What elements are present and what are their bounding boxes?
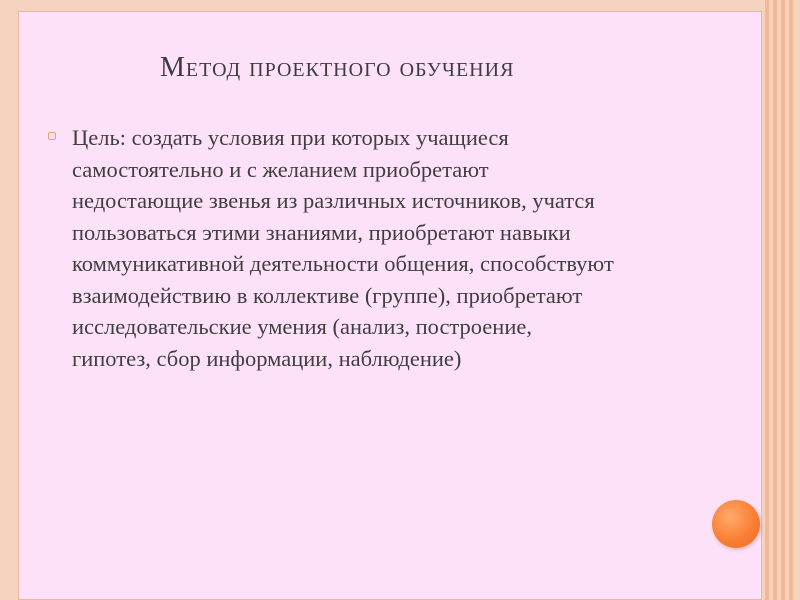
bullet-text-line: самостоятельно и с желанием приобретают <box>72 156 489 182</box>
stripe <box>773 0 777 600</box>
bullet-text-line: исследовательские умения (анализ, построение, <box>72 314 532 339</box>
slide-title: Метод проектного обучения <box>160 52 515 83</box>
decorative-stripes <box>762 0 800 600</box>
hollow-square-bullet-icon <box>48 132 56 140</box>
stripe <box>781 0 785 600</box>
orange-circle-icon <box>712 500 760 548</box>
bullet-text-line: коммуникативной деятельности общения, способствуют <box>72 251 614 276</box>
bullet-text-line: Цель: создать условия при которых учащиеся <box>72 125 509 150</box>
bullet-text-line: недостающие звенья из различных источников, учатся <box>72 188 595 213</box>
bullet-text-line: гипотез, сбор информации, наблюдение) <box>72 345 462 371</box>
bullet-text-line: взаимодействию в коллективе (группе), приобретают <box>72 282 583 308</box>
stripe <box>765 0 769 600</box>
bullet-text-line: пользоваться этими знаниями, приобретают навыки <box>72 219 571 245</box>
stripe <box>789 0 793 600</box>
bullet-text <box>72 122 747 374</box>
